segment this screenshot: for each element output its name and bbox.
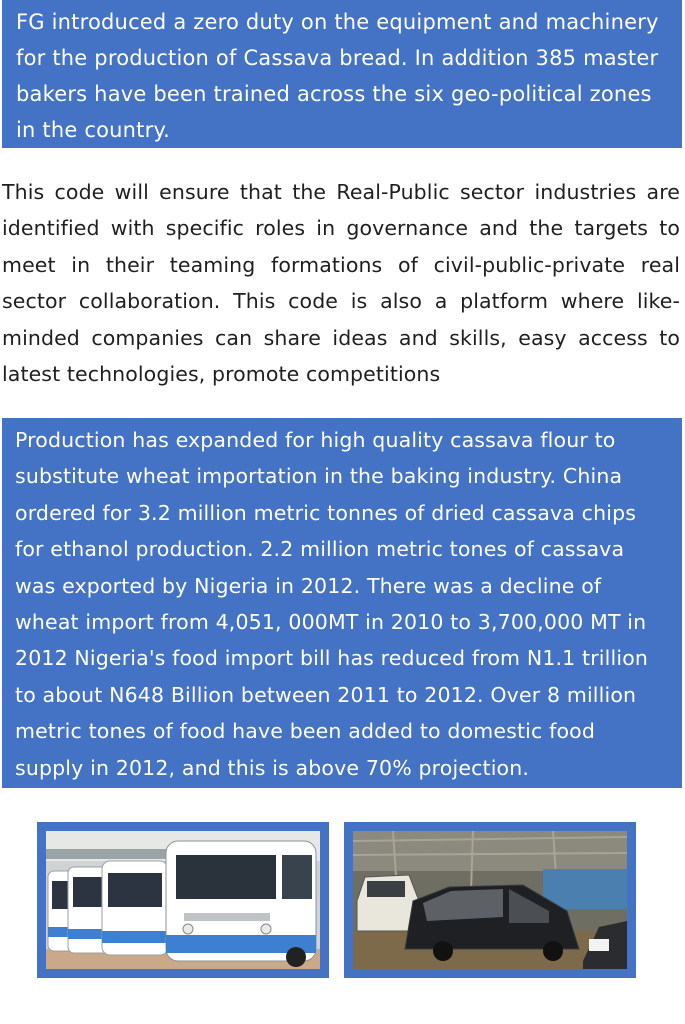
bus-fleet-photo	[46, 831, 320, 969]
highlight-box-cassava-bread	[2, 0, 682, 148]
car-assembly-photo-frame	[344, 822, 636, 978]
highlight-box-cassava-production-text: Production has expanded for high quality cassava flour to substitute wheat importation in the baking industry. China ordered for 3.2 million metric tonnes of dried cassava chips for ethanol production. 2.2 million metric tones of cassava was exported by Nigeria in 2012. There was a decline of wheat import from 4,051, 000MT in 2010 to 3,700,000 MT in 2012 Nigeria's food import bill has reduced from N1.1 trillion to about N648 Billion between 2011 to 2012. Over 8 million metric tones of food have been added to domestic food supply in 2012, and this is above 70% projection.	[15, 428, 649, 780]
car-assembly-line-photo	[353, 831, 627, 969]
body-paragraph-code: This code will ensure that the Real-Public sector industries are identified with specific roles in governance and the targets to meet in their teaming formations of civil-public-private real sector collaboration. This code is also a platform where like-minded companies can share ideas and skills, easy access to latest technologies, promote competitions	[2, 180, 680, 387]
bus-fleet-photo-frame	[37, 822, 329, 978]
highlight-box-cassava-bread-text: FG introduced a zero duty on the equipment and machinery for the production of Cassava bread. In addition 385 master bakers have been trained across the six geo-political zones in the country.	[16, 10, 659, 142]
highlight-box-cassava-production	[2, 418, 682, 788]
